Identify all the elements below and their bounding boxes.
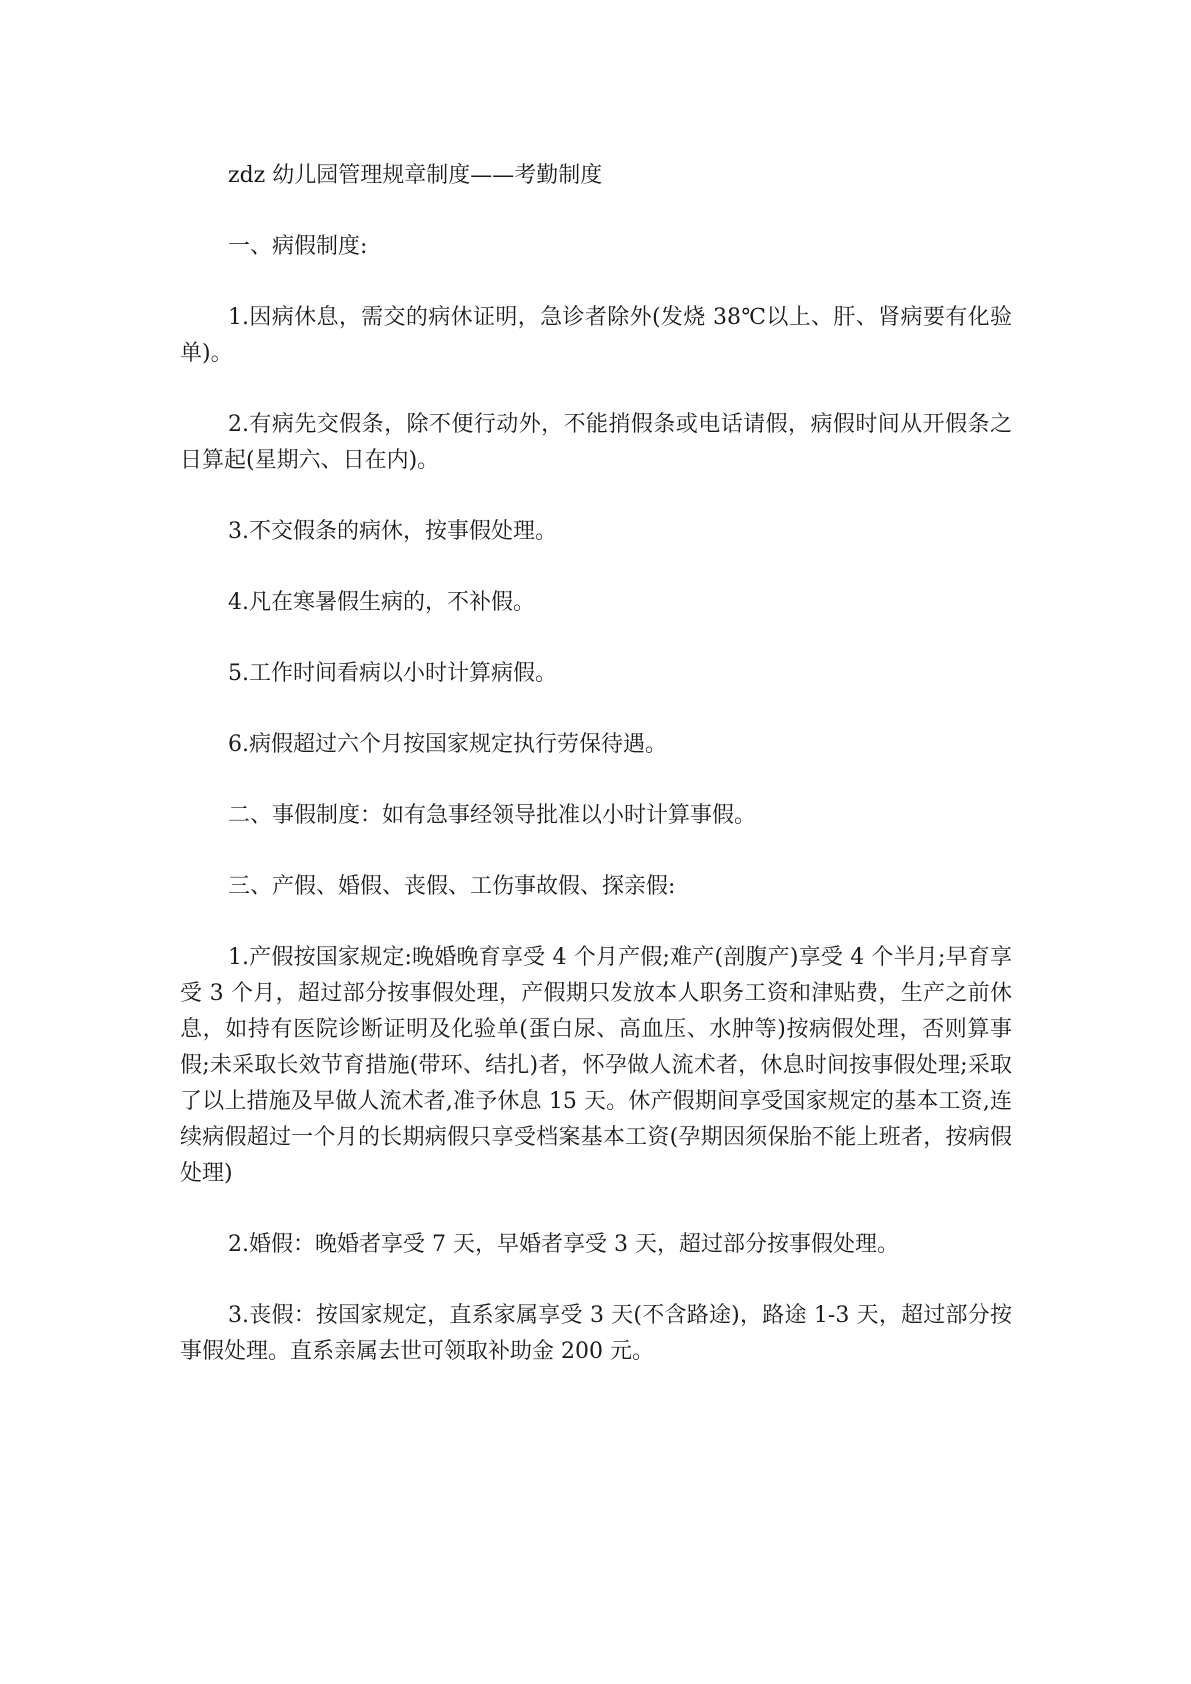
document-body <box>180 158 1012 1370</box>
spacer <box>180 1263 1012 1298</box>
spacer <box>180 834 1012 869</box>
spacer <box>180 621 1012 656</box>
paragraph-maternity-leave: 1.产假按国家规定:晚婚晚育享受 4 个月产假;难产(剖腹产)享受 4 个半月;早育享受 3 个月，超过部分按事假处理，产假期只发放本人职务工资和津贴费，生产之前休息，如持有医院诊断证明及化验单(蛋白尿、高血压、水肿等)按病假处理，否则算事假;未采取长效节育措施(带环、结扎)者，怀孕做人流术者，休息时间按事假处理;采取了以上措施及早做人流术者,准予休息 15 天。休产假期间享受国家规定的基本工资,连续病假超过一个月的长期病假只享受档案基本工资(孕期因须保胎不能上班者，按病假处理) <box>180 945 1012 1186</box>
section-heading-sick-leave: 一、病假制度: <box>228 234 368 259</box>
paragraph-sick-leave-4: 4.凡在寒暑假生病的，不补假。 <box>228 590 535 615</box>
paragraph-marriage-leave: 2.婚假：晚婚者享受 7 天，早婚者享受 3 天，超过部分按事假处理。 <box>228 1232 899 1257</box>
paragraph-bereavement-leave: 3.丧假：按国家规定，直系家属享受 3 天(不含路途)，路途 1-3 天，超过部分按事假处理。直系亲属去世可领取补助金 200 元。 <box>180 1303 1012 1364</box>
paragraph-sick-leave-3: 3.不交假条的病休，按事假处理。 <box>228 519 557 544</box>
paragraph-sick-leave-1: 1.因病休息，需交的病休证明，急诊者除外(发烧 38℃以上、肝、肾病要有化验单)。 <box>180 305 1012 366</box>
section-heading-personal-leave: 二、事假制度：如有急事经领导批准以小时计算事假。 <box>228 803 757 828</box>
spacer <box>180 692 1012 727</box>
document-title: zdz 幼儿园管理规章制度——考勤制度 <box>228 163 603 188</box>
paragraph-sick-leave-2: 2.有病先交假条，除不便行动外，不能捎假条或电话请假，病假时间从开假条之日算起(星期六、日在内)。 <box>180 412 1012 473</box>
paragraph-sick-leave-6: 6.病假超过六个月按国家规定执行劳保待遇。 <box>228 732 667 757</box>
paragraph-sick-leave-5: 5.工作时间看病以小时计算病假。 <box>228 661 557 686</box>
spacer <box>180 479 1012 514</box>
spacer <box>180 265 1012 300</box>
spacer <box>180 1192 1012 1227</box>
spacer <box>180 905 1012 940</box>
spacer <box>180 372 1012 407</box>
spacer <box>180 550 1012 585</box>
spacer <box>180 194 1012 229</box>
section-heading-other-leave: 三、产假、婚假、丧假、工伤事故假、探亲假: <box>228 874 676 899</box>
spacer <box>180 763 1012 798</box>
